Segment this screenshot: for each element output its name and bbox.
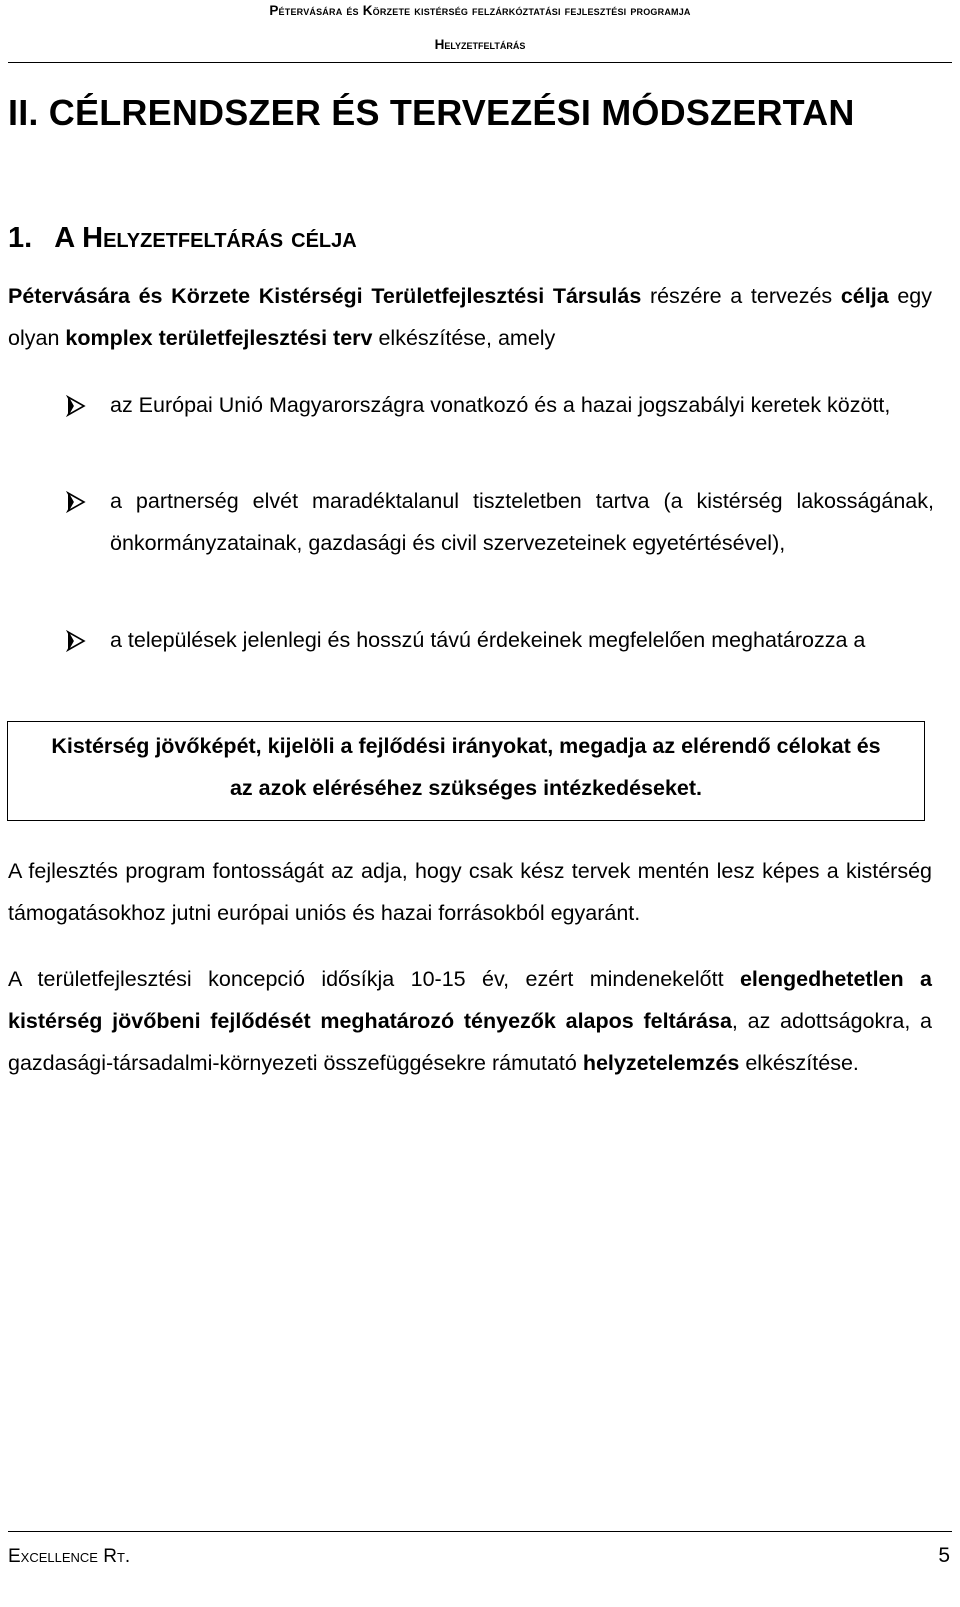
header-section-title: Helyzetfeltárás xyxy=(434,37,526,52)
footer-company: Excellence Rt. xyxy=(8,1546,131,1567)
arrowhead-bullet-icon xyxy=(64,629,88,653)
intro-paragraph xyxy=(8,275,932,359)
page-header xyxy=(8,0,952,63)
paragraph-concept-timeframe xyxy=(8,958,932,1084)
bullet-text-3: a települések jelenlegi és hosszú távú érdekeinek megfelelően meghatározza a xyxy=(110,628,866,652)
paragraph-program-importance: A fejlesztés program fontosságát az adja, hogy csak kész tervek mentén lesz képes a kistérség támogatásokhoz jutni európai uniós és hazai forrásokból egyaránt. xyxy=(8,859,932,925)
section-heading xyxy=(8,222,357,255)
callout-box xyxy=(7,721,925,821)
section-number: 1. xyxy=(8,222,33,254)
arrowhead-bullet-icon xyxy=(64,394,88,418)
intro-part5: komplex területfejlesztési terv xyxy=(65,326,373,350)
arrowhead-bullet-icon xyxy=(64,490,88,514)
page-number: 5 xyxy=(938,1544,950,1567)
para3-part1: A területfejlesztési koncepció idősíkja 10-15 év, ezért mindenekelőtt xyxy=(8,967,740,991)
callout-text: Kistérség jövőképét, kijelöli a fejlődési irányokat, megadja az elérendő célokat és az azok eléréséhez szükséges intézkedéseket. xyxy=(51,734,881,800)
chapter-title: II. CÉLRENDSZER ÉS TERVEZÉSI MÓDSZERTAN xyxy=(8,92,855,133)
header-program-title: Pétervására és Körzete kistérség felzárkóztatási fejlesztési programja xyxy=(269,3,691,18)
para3-part3: , az adottságokra, a gazdasági-társadalmi-környezeti összefüggésekre rámutató xyxy=(8,1009,933,1075)
section-title-rest: Helyzetfeltárás célja xyxy=(82,222,357,254)
para3-part2: elengedhetetlen a kistérség jövőbeni fejlődését meghatározó tényezők alapos feltárása xyxy=(8,967,933,1033)
bullet-text-2: a partnerség elvét maradéktalanul tiszteletben tartva (a kistérség lakosságának, önkormányzatainak, gazdasági és civil szervezeteinek egyetértésével), xyxy=(110,489,934,555)
intro-part1: Pétervására és Körzete Kistérségi Területfejlesztési Társulás xyxy=(8,284,642,308)
intro-part4: egy olyan xyxy=(8,284,933,350)
bullet-text-1: az Európai Unió Magyarországra vonatkozó és a hazai jogszabályi keretek között, xyxy=(110,393,891,417)
para3-part4: helyzetelemzés xyxy=(582,1051,740,1075)
intro-part2: részére a tervezés xyxy=(641,284,841,308)
intro-part6: elkészítése, amely xyxy=(372,326,556,350)
intro-part3: célja xyxy=(840,284,889,308)
para3-part5: elkészítése. xyxy=(739,1051,859,1075)
section-title-first: A xyxy=(54,222,75,254)
page-footer xyxy=(8,1531,952,1572)
